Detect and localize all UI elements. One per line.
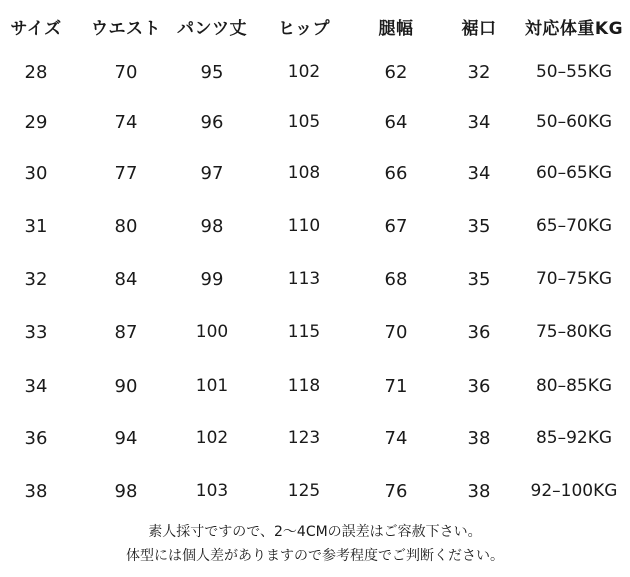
- cell-waist: 80: [114, 216, 138, 237]
- cell-hem-width: 36: [467, 322, 491, 343]
- measurement-note: 素人採寸ですので、2～4CMの誤差はご容赦下さい。: [148, 524, 482, 540]
- header-thigh-width: 腿幅: [378, 19, 414, 39]
- cell-weight-range: 50–60KG: [535, 112, 613, 132]
- cell-pants-length: 96: [200, 112, 224, 133]
- cell-thigh-width: 71: [384, 376, 408, 397]
- cell-hem-width: 35: [467, 269, 491, 290]
- cell-waist: 84: [114, 269, 138, 290]
- cell-size: 30: [24, 163, 48, 184]
- cell-size: 34: [24, 376, 48, 397]
- cell-size: 32: [24, 269, 48, 290]
- cell-hem-width: 38: [467, 428, 491, 449]
- header-hip: ヒップ: [278, 19, 330, 39]
- cell-waist: 74: [114, 112, 138, 133]
- header-size: サイズ: [10, 19, 62, 39]
- cell-thigh-width: 62: [384, 62, 408, 83]
- cell-pants-length: 100: [195, 322, 229, 342]
- cell-waist: 77: [114, 163, 138, 184]
- cell-size: 38: [24, 481, 48, 502]
- cell-pants-length: 102: [195, 428, 229, 448]
- cell-hem-width: 34: [467, 112, 491, 133]
- cell-hip: 115: [287, 322, 321, 342]
- cell-pants-length: 99: [200, 269, 224, 290]
- cell-hem-width: 35: [467, 216, 491, 237]
- cell-weight-range: 92–100KG: [530, 481, 618, 501]
- cell-size: 33: [24, 322, 48, 343]
- cell-hip: 113: [287, 269, 321, 289]
- cell-weight-range: 70–75KG: [535, 269, 613, 289]
- cell-pants-length: 95: [200, 62, 224, 83]
- cell-weight-range: 65–70KG: [535, 216, 613, 236]
- cell-thigh-width: 74: [384, 428, 408, 449]
- body-type-note: 体型には個人差がありますので参考程度でご判断ください。: [126, 548, 504, 564]
- cell-size: 28: [24, 62, 48, 83]
- cell-hip: 102: [287, 62, 321, 82]
- cell-pants-length: 97: [200, 163, 224, 184]
- header-hem-width: 裾口: [461, 19, 497, 39]
- cell-weight-range: 75–80KG: [535, 322, 613, 342]
- cell-thigh-width: 68: [384, 269, 408, 290]
- cell-hip: 105: [287, 112, 321, 132]
- cell-thigh-width: 70: [384, 322, 408, 343]
- cell-thigh-width: 67: [384, 216, 408, 237]
- cell-waist: 94: [114, 428, 138, 449]
- cell-hem-width: 36: [467, 376, 491, 397]
- cell-pants-length: 103: [195, 481, 229, 501]
- cell-hip: 118: [287, 376, 321, 396]
- cell-waist: 98: [114, 481, 138, 502]
- cell-thigh-width: 76: [384, 481, 408, 502]
- cell-waist: 87: [114, 322, 138, 343]
- cell-weight-range: 60–65KG: [535, 163, 613, 183]
- cell-thigh-width: 64: [384, 112, 408, 133]
- cell-weight-range: 85–92KG: [535, 428, 613, 448]
- cell-hip: 123: [287, 428, 321, 448]
- cell-hem-width: 34: [467, 163, 491, 184]
- cell-hip: 110: [287, 216, 321, 236]
- cell-pants-length: 98: [200, 216, 224, 237]
- cell-weight-range: 80–85KG: [535, 376, 613, 396]
- header-pants-length: パンツ丈: [177, 19, 247, 39]
- cell-size: 31: [24, 216, 48, 237]
- cell-hip: 125: [287, 481, 321, 501]
- cell-hem-width: 38: [467, 481, 491, 502]
- cell-pants-length: 101: [195, 376, 229, 396]
- header-waist: ウエスト: [91, 19, 161, 39]
- cell-thigh-width: 66: [384, 163, 408, 184]
- cell-waist: 90: [114, 376, 138, 397]
- cell-hem-width: 32: [467, 62, 491, 83]
- cell-size: 36: [24, 428, 48, 449]
- cell-waist: 70: [114, 62, 138, 83]
- cell-size: 29: [24, 112, 48, 133]
- header-weight-range: 対応体重KG: [524, 19, 624, 39]
- cell-weight-range: 50–55KG: [535, 62, 613, 82]
- cell-hip: 108: [287, 163, 321, 183]
